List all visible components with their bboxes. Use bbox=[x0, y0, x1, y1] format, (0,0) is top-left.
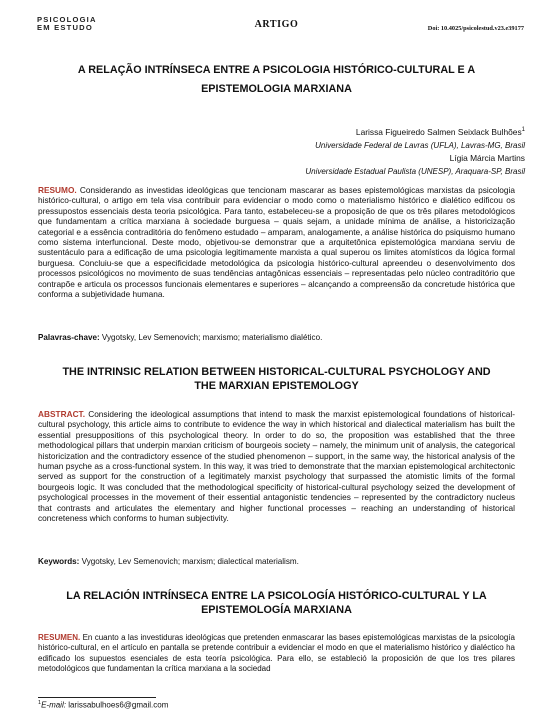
title-en-line-1: THE INTRINSIC RELATION BETWEEN HISTORICAL-CULTURAL PSYCHOLOGY AND bbox=[62, 366, 491, 378]
abstract-label: RESUMO. bbox=[38, 185, 77, 195]
footnote-label: E-mail: bbox=[41, 700, 66, 710]
keywords-label: Palavras-chave: bbox=[38, 333, 100, 342]
keywords-label: Keywords: bbox=[38, 557, 80, 566]
title-es-line-1: LA RELACIÓN INTRÍNSECA ENTRE LA PSICOLOGÍA HISTÓRICO-CULTURAL Y LA bbox=[66, 590, 487, 602]
title-portuguese bbox=[38, 61, 515, 99]
title-en-line-2: THE MARXIAN EPISTEMOLOGY bbox=[194, 380, 359, 392]
keywords-text: Vygotsky, Lev Semenovich; marxismo; materialismo dialético. bbox=[101, 333, 323, 342]
title-english bbox=[38, 365, 515, 393]
abstract-spanish bbox=[38, 633, 515, 675]
abstract-english bbox=[38, 409, 515, 523]
title-spanish bbox=[38, 589, 515, 617]
abstract-text: En cuanto a las investiduras ideológicas que pretenden enmascarar las bases epistemológicas marxistas de la psicología histórico-cultural, en el artículo en pantalla se pretende contribuir a evidenciar el modo en que el materialismo histórico y dialéctico ha edificado los supuestos esenciales de esta teoría psicológica. Para ello, se estableció la proposición de que los tres pilares metodológicos que fundamentan la crítica marxiana a la sociedad bbox=[38, 633, 515, 674]
author-block bbox=[205, 124, 525, 178]
doi[interactable]: Doi: 10.4025/psicolestud.v23.e39177 bbox=[427, 25, 524, 32]
abstract-portuguese bbox=[38, 185, 515, 299]
footnote bbox=[38, 700, 168, 710]
title-es-line-2: EPISTEMOLOGÍA MARXIANA bbox=[201, 604, 352, 616]
title-pt-line-1: A RELAÇÃO INTRÍNSECA ENTRE A PSICOLOGIA HISTÓRICO-CULTURAL E A bbox=[77, 64, 476, 76]
abstract-label: ABSTRACT. bbox=[38, 409, 86, 419]
abstract-text: Considerando as investidas ideológicas que tencionam mascarar as bases epistemológicas marxistas da psicologia histórico-cultural, o artigo em tela visa contribuir para evidenciar o modo como o materialismo histórico e dialético edificou os pressupostos essenciais desta teoria psicológica. Para tanto, estabeleceu-se a proposição de que os três pilares metodológicos que fundamentam a crítica marxiana à sociedade burguesa – quais sejam, a unidade mínima de análise, a historicização categorial e a essência contraditória do fenômeno estudado – amparam, analogamente, a análise histórica do psiquismo humano como sistema interfuncional. Deste modo, objetivou-se demonstrar que a arquitetônica epistemológica marxiana serviu de sustentáculo para a edificação de uma psicologia legitimamente marxista a qual superou os limites atomísticos da lógica formal burguesa. Concluiu-se que a especificidade metodológica da psicologia histórico-cultural apreendeu o desenvolvimento dos processos psicológicos no movimento de suas tendências antagônicas essenciais – representadas pelo núcleo contraditório que contrapõe e articula os processos funcionais elementares e superiores – alcançando a compreensão da concretude histórica que conforma a subjetividade humana. bbox=[38, 185, 515, 300]
title-pt-line-2: EPISTEMOLOGIA MARXIANA bbox=[201, 83, 352, 95]
logo-line-1: PSICOLOGIA bbox=[37, 15, 97, 24]
abstract-label: RESUMEN. bbox=[38, 633, 81, 642]
footnote-divider bbox=[38, 697, 156, 698]
logo-line-2: EM ESTUDO bbox=[37, 23, 93, 32]
author-affiliation: Universidade Estadual Paulista (UNESP), Araquara-SP, Brasil bbox=[305, 166, 525, 176]
author-affiliation: Universidade Federal de Lavras (UFLA), Lavras-MG, Brasil bbox=[315, 140, 525, 150]
section-label: ARTIGO bbox=[254, 19, 299, 30]
keywords-text: Vygotsky, Lev Semenovich; marxism; dialectical materialism. bbox=[81, 557, 299, 566]
author-name: Lígia Márcia Martins bbox=[449, 152, 525, 163]
author-name: Larissa Figueiredo Salmen Seixlack Bulhões$^1$ bbox=[355, 126, 525, 137]
footnote-number: 1 bbox=[38, 700, 42, 706]
footnote-email[interactable]: larissabulhoes6@gmail.com bbox=[68, 700, 169, 710]
keywords-portuguese bbox=[38, 333, 515, 343]
keywords-english bbox=[38, 557, 515, 567]
abstract-text: Considering the ideological assumptions that intend to mask the marxist epistemological foundations of historical-cultural psychology, this article aims to contribute to evidence the way in which historical and dialectical materialism has built the essential presuppositions of this psychological theory. In order to do so, the proposition was established that the three methodological pillars that underpin marxian criticism of bourgeois society – namely, the minimum unit of analysis, the categorical historicization and the contradictory essence of the studied phenomenon – support, in the same way, the historical analysis of the human psyche as a cross-functional system. In this way, it was tried to demonstrate that the marxian epistemological architectonic served as support for the construction of a legitimately marxist psychology that surpassed the atomistic limits of the formal bourgeois logic. It was concluded that the methodological specificity of historical-cultural psychology seized the development of psychological processes in the movement of their essential antagonistic tendencies – represented by the contradictory nucleus that contrasts and articulates the elementary and higher functional processes – reaching an understanding of historical concreteness which conforms to human subjectivity. bbox=[38, 409, 516, 524]
footnote-mark[interactable]: 1 bbox=[521, 127, 525, 133]
